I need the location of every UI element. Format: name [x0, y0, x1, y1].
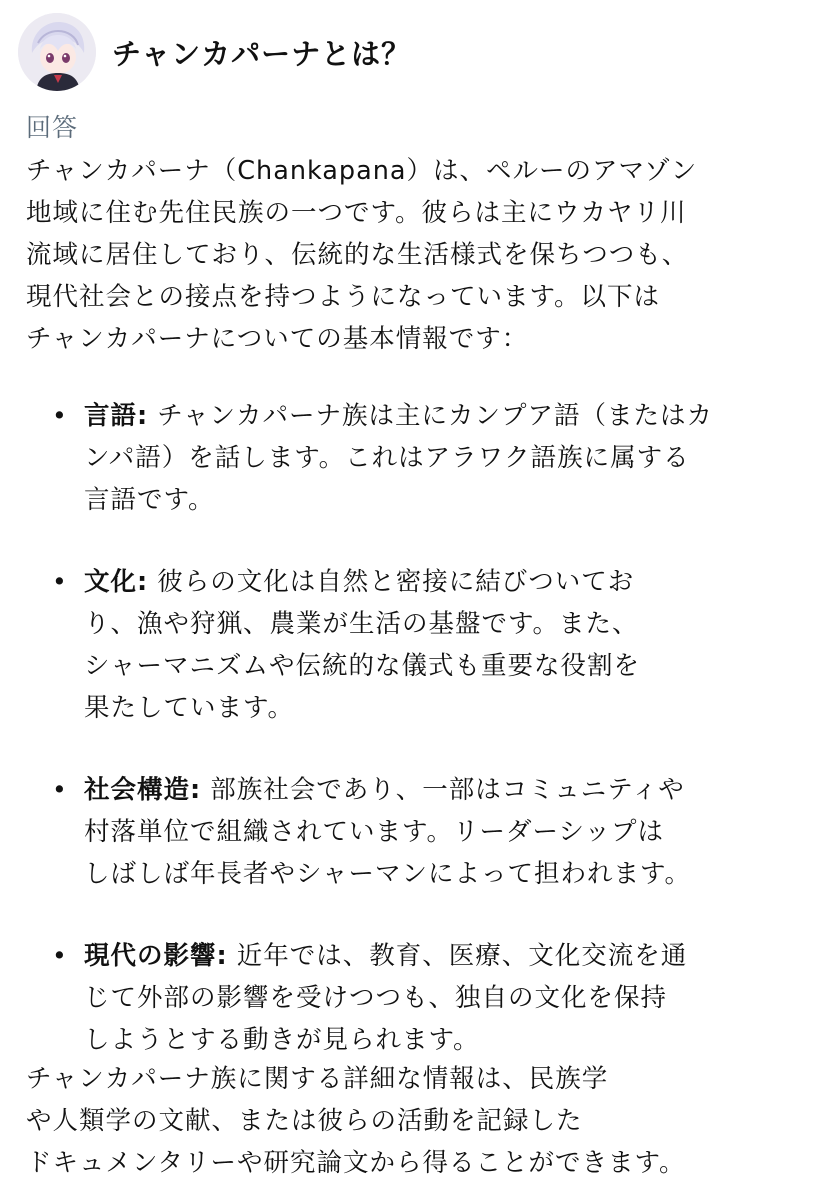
avatar[interactable]	[18, 13, 96, 91]
bullet-body: 近年では、教育、医療、文化交流を通 じて外部の影響を受けつつも、独自の文化を保持 しようとする動きが見られます。	[84, 941, 688, 1055]
answer-intro: チャンカパーナ（Chankapana）は、ペルーのアマゾン 地域に住む先住民族の一つです。彼らは主にウカヤリ川 流域に居住しており、伝統的な生活様式を保ちつつも、 現代社会との接点を持つようになっています。以下は チャンカパーナについての基本情報です：	[26, 156, 698, 354]
answer-bullet-list	[26, 395, 796, 1101]
bullet-dot-icon: •	[52, 775, 68, 804]
bullet-term: 現代の影響:	[84, 941, 228, 971]
bullet-body: チャンカパーナ族は主にカンプア語（またはカ ンパ語）を話します。これはアラワク語族に属する 言語です。	[84, 401, 714, 515]
anime-character-avatar-icon	[18, 13, 96, 91]
bullet-term: 言語:	[84, 401, 149, 431]
bullet-dot-icon: •	[52, 941, 68, 970]
list-item-culture	[26, 561, 796, 729]
bullet-term: 文化:	[84, 567, 149, 597]
bullet-body: 彼らの文化は自然と密接に結びついてお り、漁や狩猟、農業が生活の基盤です。また、 シャーマニズムや伝統的な儀式も重要な役割を 果たしています。	[84, 567, 640, 723]
bullet-dot-icon: •	[52, 567, 68, 596]
bullet-dot-icon: •	[52, 401, 68, 430]
answer-label: 回答	[26, 113, 79, 142]
list-item-modern-influence	[26, 935, 796, 1061]
answer-closing: チャンカパーナ族に関する詳細な情報は、民族学 や人類学の文献、または彼らの活動を記録した ドキュメンタリーや研究論文から得ることができます。	[26, 1064, 686, 1178]
question-header	[18, 12, 798, 92]
bullet-term: 社会構造:	[84, 775, 202, 805]
question-text: チャンカパーナとは？	[112, 36, 412, 71]
list-item-language	[26, 395, 796, 521]
list-item-social-structure	[26, 769, 796, 895]
bullet-body: 部族社会であり、一部はコミュニティや 村落単位で組織されています。リーダーシップは しばしば年長者やシャーマンによって担われます。	[84, 775, 691, 889]
